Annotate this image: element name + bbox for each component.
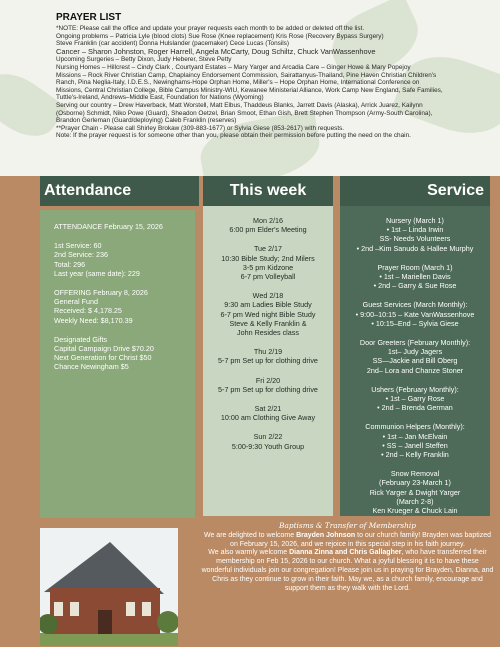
second-service-count: 2nd Service: 236	[54, 250, 108, 260]
event-item: John Resides class	[237, 328, 299, 338]
prayer-line: Steve Franklin (car accident) Donna Hulslander (pacemaker) Cece Lucas (Tonsils)	[56, 40, 289, 48]
service-item: SS—Jackie and Bill Oberg	[372, 356, 458, 366]
member-name: Dianna Zinna and Chris Gallagher	[289, 549, 402, 557]
service-item: (March 2-8)	[396, 496, 434, 506]
service-item: • 2nd –Kim Sanudo & Hallee Murphy	[356, 243, 474, 253]
member-name: Brayden Johnson	[296, 531, 356, 539]
service-item: 1st– Judy Jagers	[387, 347, 443, 357]
gift-line: Chance Newingham $5	[54, 362, 129, 372]
prayer-list-section	[0, 0, 500, 176]
attendance-header: Attendance	[40, 176, 199, 206]
event-item: 5-7 pm Set up for clothing drive	[218, 356, 318, 366]
event-day: Fri 2/20	[255, 375, 281, 385]
event-item: 5:00-9:30 Youth Group	[231, 441, 305, 451]
event-item: 3-5 pm Kidzone	[242, 262, 294, 272]
this-week-column	[203, 206, 333, 516]
cancer-line: Cancer – Sharon Johnston, Roger Harrell, Angela McCarty, Doug Schiltz, Chuck VanWassenhove	[56, 46, 376, 56]
weekly-need: Weekly Need: $8,170.39	[54, 315, 133, 325]
service-item: • 1st – Mariellen Davis	[379, 272, 451, 282]
prayer-line: Ongoing problems – Patricia Lyle (blood clots) Sue Rose (Knee replacement) Kris Rose (Recovery Bypass Surgery)	[56, 32, 384, 40]
gift-line: Capital Campaign Drive $70.20	[54, 344, 154, 354]
prayer-list-title: PRAYER LIST	[56, 12, 122, 23]
membership-title: Baptisms & Transfer of Membership	[279, 521, 416, 530]
service-item: 2nd– Lora and Chanze Stoner	[366, 365, 464, 375]
received-amount: Received: $ 4,178.25	[54, 306, 122, 316]
event-day: Sun 2/22	[253, 432, 283, 442]
prayer-line: Serving our country – Drew Haverback, Matt Worstell, Matt Elbus, Thaddeus Blanks, Jarrett Davis (Alaska), Arrick Juarez, Kailynn (Osborne) Schmidt, Niko Powe (Guard), Sheadon Oetzel, Brian Smoot, Ethan Gish, Brett Stephen Thompson (Army-South Carolina), Brandon Gerleman (Guard/deploying) Caleb Franklin (reserves)	[56, 101, 433, 125]
service-item: • 10:15–End – Sylvia Giese	[371, 318, 459, 328]
event-item: 6-7 pm Volleyball	[240, 272, 296, 282]
service-title: Guest Services (March Monthly):	[362, 300, 468, 310]
first-service-count: 1st Service: 60	[54, 241, 102, 251]
prayer-line: *NOTE: Please call the office and update your prayer requests each month to be added or deleted off the list.	[56, 25, 365, 32]
event-item: 9:30 am Ladies Bible Study	[224, 300, 312, 310]
event-item: 10:30 Bible Study; 2nd Milers	[221, 253, 315, 263]
service-item: • 2nd – Kelly Franklin	[381, 450, 449, 460]
service-title: Nursery (March 1)	[386, 216, 444, 225]
prayer-list	[56, 12, 446, 140]
event-item: 5-7 pm Set up for clothing drive	[218, 384, 318, 394]
service-column	[340, 206, 490, 516]
service-title: Snow Removal	[390, 469, 440, 479]
service-title: Door Greeters (February Monthly):	[359, 338, 471, 348]
general-fund: General Fund	[54, 297, 98, 307]
service-item: • 1st – Linda Irwin	[386, 225, 444, 235]
service-title: Ushers (February Monthly):	[371, 384, 459, 394]
membership-paragraph-2: We also warmly welcome Dianna Zinna and Chris Gallagher, who have transferred their membership on Feb 15, 2026 to our church. What a joyful blessing it is to have these wonderful individuals join our congregation! Please join us in praying for Brayden, Dianna, and Chris as they continue to grow in their faith. May we, as a church family, encourage and support them as they walk with the Lord.	[201, 549, 494, 592]
service-item: • 9:00–10:15 – Kate VanWassenhove	[355, 309, 475, 319]
service-header: Service	[340, 176, 490, 206]
service-item: • 1st – Jan McElvain	[382, 431, 448, 441]
event-day: Sat 2/21	[254, 404, 282, 414]
attendance-date: ATTENDANCE February 15, 2026	[54, 222, 163, 231]
attendance-column	[40, 210, 195, 518]
service-item: • SS – Janell Steffen	[382, 440, 448, 450]
designated-gifts-title: Designated Gifts	[54, 334, 108, 344]
church-photo	[40, 528, 178, 646]
total-count: Total: 296	[54, 259, 86, 269]
event-day: Mon 2/16	[253, 216, 283, 225]
service-title: Prayer Room (March 1)	[377, 262, 453, 272]
event-day: Tue 2/17	[253, 244, 283, 254]
gift-line: Next Generation for Christ $50	[54, 353, 152, 363]
prayer-line: Upcoming Surgeries – Betty Dixon, Judy Heberer, Steve Petty	[56, 56, 232, 64]
last-year-count: Last year (same date): 229	[54, 268, 140, 278]
this-week-header: This week	[203, 176, 333, 208]
service-item: SS- Needs Volunteers	[379, 234, 451, 244]
event-day: Wed 2/18	[252, 291, 284, 301]
service-item: • 1st – Garry Rose	[385, 394, 445, 404]
membership-section	[195, 520, 500, 647]
event-item: 6-7 pm Wed night Bible Study	[220, 309, 316, 319]
event-item: 6:00 pm Elder's Meeting	[229, 225, 307, 235]
prayer-line: Missions – Rock River Christian Camp, Chaplaincy Endorsement Commission, Sairattanyus-Thailand, Pine Haven Christian Children's Ranch, Pina Neglia-Italy, I.D.E.S., Newinghams-Hope Orphan Home, Miller's – Hope Orphan Home, International Conference on Missions, Central Christian College, Bible Campus Ministry-WIU, Kewanee Ministerial Alliance, Work Camp New England, Safe Families, Tuttle's-Ireland, Andrews–Middle East, Foundation for Nations (Wyoming)	[56, 71, 443, 102]
service-item: (February 23-March 1)	[379, 478, 451, 488]
event-item: Steve & Kelly Franklin &	[229, 318, 307, 328]
event-item: 10:00 am Clothing Give Away	[220, 413, 316, 423]
service-item: • 2nd – Garry & Sue Rose	[373, 281, 457, 291]
service-item: Ken Krueger & Chuck Lain	[372, 506, 458, 516]
membership-paragraph-1: We are delighted to welcome Brayden Johnson to our church family! Brayden was baptized on February 15, 2026, and we rejoice in this special step in his faith journey.	[203, 531, 491, 548]
service-item: • 2nd – Brenda German	[377, 403, 453, 413]
prayer-line: Nursing Homes – Hillcrest – Cindy Clark , Courtyard Estates – Mary Yarger and Arcadia Care – Ginger Howe & Mary Popejoy	[56, 63, 411, 71]
offering-date: OFFERING February 8, 2026	[54, 288, 148, 298]
service-item: Rick Yarger & Dwight Yarger	[369, 487, 461, 497]
event-day: Thu 2/19	[253, 347, 283, 357]
prayer-line: Note: If the prayer request is for someone other than you, please obtain their permission before putting the need on the chain.	[56, 132, 411, 140]
service-title: Communion Helpers (Monthly):	[365, 422, 465, 432]
prayer-line: **Prayer Chain - Please call Shirley Brokaw (309-883-1677) or Sylvia Giese (853-2617) with requests.	[56, 124, 345, 132]
